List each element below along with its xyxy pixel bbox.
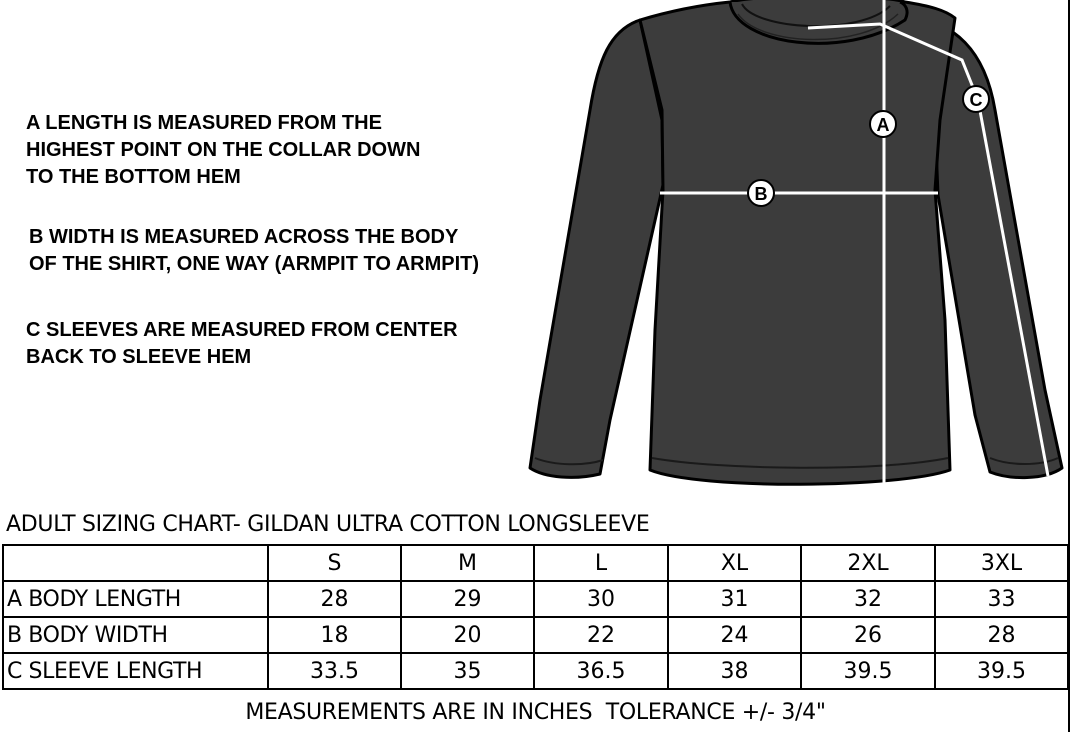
table-header-row — [3, 545, 1068, 581]
table-cell: 33.5 — [268, 653, 401, 689]
row-label: A BODY LENGTH — [3, 581, 268, 617]
header-cell-m: M — [401, 545, 534, 581]
header-cell-xl: XL — [668, 545, 801, 581]
table-cell: 38 — [668, 653, 801, 689]
instruction-sleeve: C SLEEVES ARE MEASURED FROM CENTER BACK TO SLEEVE HEM — [26, 319, 458, 368]
table-cell: 29 — [401, 581, 534, 617]
header-cell-empty — [3, 545, 268, 581]
table-cell: 33 — [935, 581, 1068, 617]
table-cell: 22 — [534, 617, 668, 653]
shirt-body — [640, 0, 955, 484]
label-b-marker — [748, 180, 774, 206]
longsleeve-shirt-diagram — [525, 0, 1071, 500]
header-cell-s: S — [268, 545, 401, 581]
sizing-chart-title: ADULT SIZING CHART- GILDAN ULTRA COTTON LONGSLEEVE — [6, 512, 650, 537]
table-cell: 32 — [801, 581, 935, 617]
sizing-table — [2, 544, 1069, 690]
instruction-length: A LENGTH IS MEASURED FROM THE HIGHEST POINT ON THE COLLAR DOWN TO THE BOTTOM HEM — [26, 112, 421, 188]
instruction-width: B WIDTH IS MEASURED ACROSS THE BODY OF THE SHIRT, ONE WAY (ARMPIT TO ARMPIT) — [29, 226, 480, 275]
row-label: C SLEEVE LENGTH — [3, 653, 268, 689]
header-cell-3xl: 3XL — [935, 545, 1068, 581]
label-a-marker — [870, 111, 896, 137]
label-a-text: A — [876, 115, 890, 135]
label-c-text: C — [969, 90, 983, 110]
header-cell-l: L — [534, 545, 668, 581]
table-cell: 39.5 — [801, 653, 935, 689]
table-cell: 30 — [534, 581, 668, 617]
label-b-text: B — [754, 184, 768, 204]
table-cell: 31 — [668, 581, 801, 617]
table-cell: 28 — [935, 617, 1068, 653]
table-cell: 24 — [668, 617, 801, 653]
measurement-footnote: MEASUREMENTS ARE IN INCHES TOLERANCE +/- 3/4" — [245, 700, 826, 725]
table-cell: 28 — [268, 581, 401, 617]
table-cell: 18 — [268, 617, 401, 653]
table-row-body-length — [3, 581, 1068, 617]
table-cell: 26 — [801, 617, 935, 653]
table-cell: 39.5 — [935, 653, 1068, 689]
table-cell: 20 — [401, 617, 534, 653]
label-c-marker — [963, 86, 989, 112]
table-row-sleeve-length — [3, 653, 1068, 689]
header-cell-2xl: 2XL — [801, 545, 935, 581]
row-label: B BODY WIDTH — [3, 617, 268, 653]
table-row-body-width — [3, 617, 1068, 653]
table-cell: 35 — [401, 653, 534, 689]
table-cell: 36.5 — [534, 653, 668, 689]
left-sleeve — [530, 20, 663, 477]
